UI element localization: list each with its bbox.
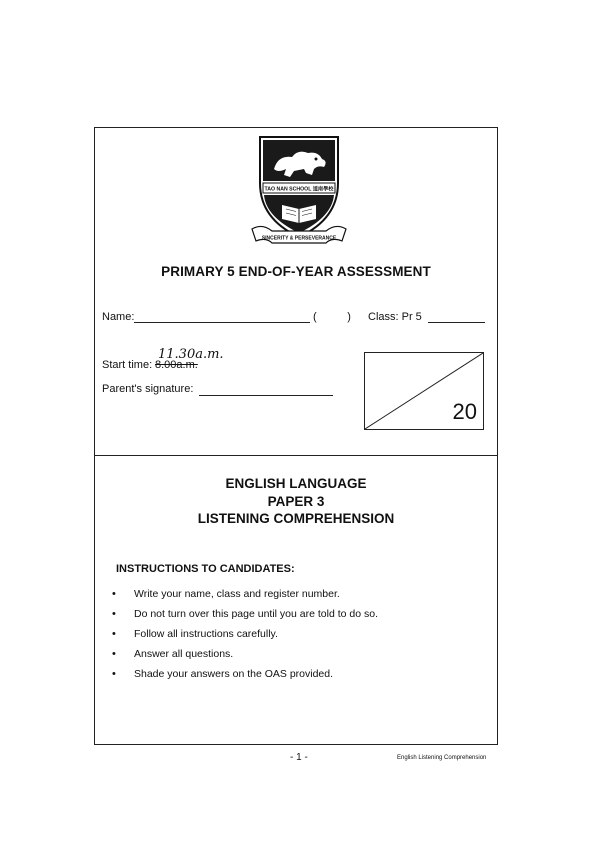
- subject-title: ENGLISH LANGUAGE: [225, 476, 367, 491]
- score-box: [364, 352, 484, 430]
- instruction-item: • Answer all questions.: [112, 648, 234, 660]
- start-time-struck-value: 8.00a.m.: [155, 359, 198, 371]
- signature-label: Parent's signature:: [102, 383, 194, 395]
- crest-banner-text: TAO NAN SCHOOL 道南學校: [264, 186, 334, 193]
- score-total: 20: [452, 399, 477, 424]
- class-label: Class: Pr 5: [368, 311, 422, 323]
- paper-number: PAPER 3: [267, 494, 325, 509]
- signature-field[interactable]: [199, 395, 333, 396]
- instruction-item: • Follow all instructions carefully.: [112, 628, 278, 640]
- instruction-item: • Shade your answers on the OAS provided.: [112, 668, 334, 680]
- paper-component: LISTENING COMPREHENSION: [197, 511, 395, 526]
- page-title: PRIMARY 5 END-OF-YEAR ASSESSMENT: [161, 264, 431, 279]
- crest-motto-text: SINCERITY & PERSEVERANCE: [261, 235, 337, 242]
- section-divider: [94, 455, 498, 456]
- instruction-item: • Do not turn over this page until you are told to do so.: [112, 608, 378, 620]
- school-crest-logo: [248, 133, 350, 245]
- register-number-field[interactable]: ( ): [313, 311, 351, 323]
- start-time-handwritten: 11.30a.m.: [158, 347, 224, 362]
- page-number: - 1 -: [290, 752, 308, 763]
- instructions-heading: INSTRUCTIONS TO CANDIDATES:: [116, 563, 295, 575]
- name-field[interactable]: [134, 322, 310, 323]
- class-field[interactable]: [428, 322, 485, 323]
- name-label: Name:: [102, 311, 135, 323]
- instruction-item: • Write your name, class and register number.: [112, 588, 340, 600]
- start-time-label: Start time:: [102, 359, 153, 371]
- footer-doc-title: English Listening Comprehension: [397, 755, 487, 761]
